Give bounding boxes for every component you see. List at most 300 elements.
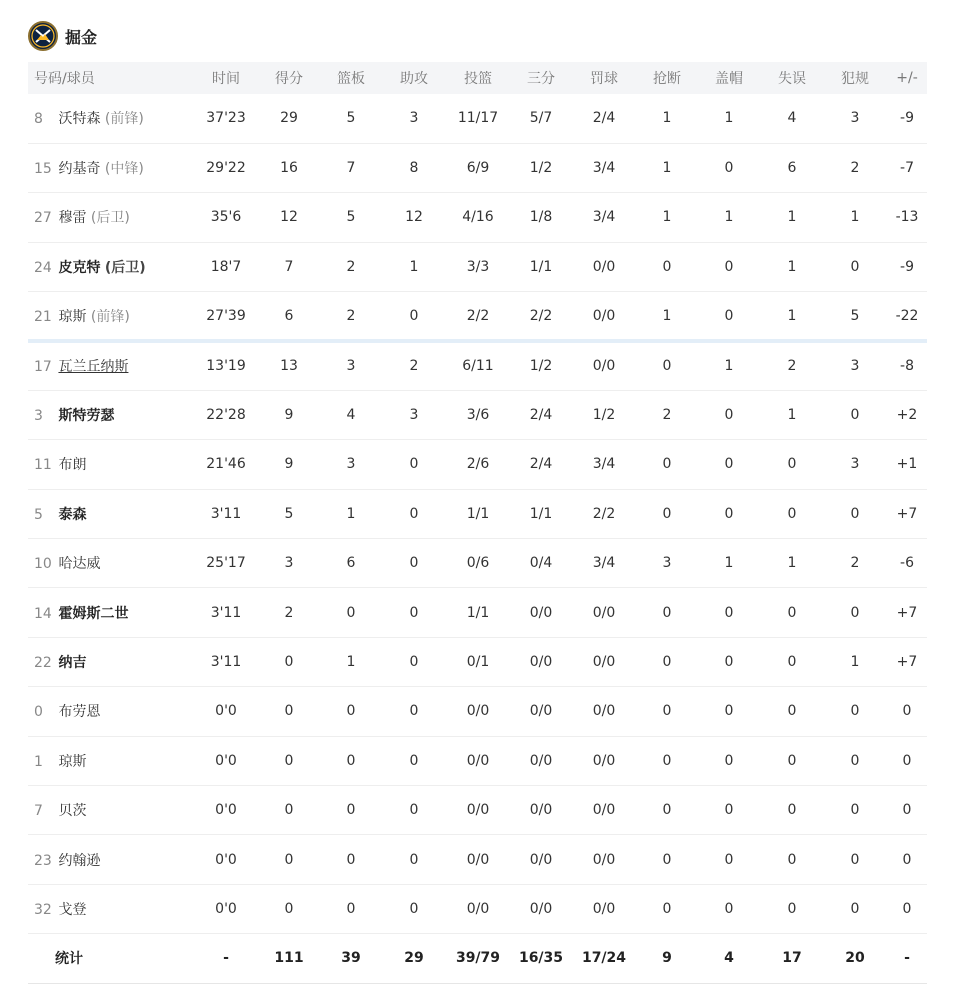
stat-cell: 0 — [902, 851, 912, 868]
stat-cell: 29'22 — [206, 160, 246, 177]
player-name-link[interactable]: 哈达威 — [58, 556, 101, 573]
stat-cell: 0 — [787, 851, 797, 868]
player-name-link[interactable]: 穆雷 — [58, 210, 87, 227]
stat-cell: 2/2 — [529, 307, 553, 324]
stat-cell: 0 — [850, 752, 860, 769]
stat-cell: 0 — [662, 900, 672, 917]
player-row[interactable] — [28, 687, 927, 736]
total-stat-cell: 29 — [404, 950, 424, 967]
stat-cell: 2 — [850, 160, 860, 177]
stat-cell: 1 — [662, 209, 672, 226]
stat-cell: 0 — [284, 802, 294, 819]
stat-cell: 0/0 — [592, 307, 616, 324]
total-stat-cell: 20 — [845, 950, 865, 967]
stat-cell: +2 — [896, 407, 918, 424]
player-name-link[interactable]: 沃特森 — [58, 111, 101, 128]
player-row[interactable] — [28, 440, 927, 489]
stat-cell: 0/0 — [592, 851, 616, 868]
stat-cell: 13'19 — [206, 358, 246, 375]
stat-cell: 0'0 — [215, 802, 237, 819]
stat-cell: 0 — [662, 505, 672, 522]
stat-cell: 9 — [284, 456, 294, 473]
stat-cell: 21'46 — [206, 456, 246, 473]
player-name-link[interactable]: 布朗 — [58, 457, 87, 474]
stat-cell: 0 — [284, 703, 294, 720]
box-score-table-container — [28, 62, 927, 984]
stat-cell: 2 — [787, 358, 797, 375]
total-stat-cell: - — [223, 950, 229, 967]
stat-cell: 0'0 — [215, 752, 237, 769]
stat-cell: 2/4 — [529, 456, 553, 473]
player-cell — [28, 440, 193, 489]
player-cell — [28, 390, 193, 439]
total-stat-cell: 39 — [341, 950, 361, 967]
player-number: 23 — [34, 852, 52, 869]
stat-cell: 0 — [850, 802, 860, 819]
stat-cell: 3/4 — [592, 555, 616, 572]
stat-cell: 5 — [850, 307, 860, 324]
stat-cell: 0/0 — [592, 358, 616, 375]
stat-cell: 2 — [284, 604, 294, 621]
stat-cell: 1 — [724, 110, 734, 127]
player-name-link[interactable]: 琼斯 — [58, 753, 87, 770]
total-stat-cell: 17 — [782, 950, 802, 967]
stat-cell: 3 — [662, 555, 672, 572]
stat-cell: 1 — [346, 505, 356, 522]
stat-cell: 1 — [787, 307, 797, 324]
stat-cell: 0 — [724, 505, 734, 522]
stat-cell: 2 — [850, 555, 860, 572]
stat-cell: 0 — [346, 851, 356, 868]
stat-cell: 3/4 — [592, 209, 616, 226]
total-stat-cell: - — [904, 950, 910, 967]
stat-cell: 0/0 — [529, 604, 553, 621]
player-number: 27 — [34, 210, 52, 227]
stat-cell: 0/0 — [529, 851, 553, 868]
stat-cell: 0 — [902, 703, 912, 720]
player-cell — [28, 94, 193, 143]
stat-cell: 1 — [850, 653, 860, 670]
column-header: 三分 — [527, 71, 555, 87]
player-row[interactable] — [28, 341, 927, 390]
player-cell — [28, 489, 193, 538]
player-cell — [28, 193, 193, 242]
table-body — [28, 94, 927, 983]
stat-cell: 0/0 — [466, 900, 490, 917]
player-row[interactable] — [28, 489, 927, 538]
player-row[interactable] — [28, 292, 927, 341]
stat-cell: -13 — [895, 209, 919, 226]
player-cell — [28, 785, 193, 834]
stat-cell: 0 — [662, 802, 672, 819]
total-stat-cell: 39/79 — [455, 950, 501, 967]
stat-cell: 1 — [724, 358, 734, 375]
player-position: (后卫) — [90, 210, 130, 227]
stat-cell: 0 — [902, 752, 912, 769]
player-row[interactable] — [28, 143, 927, 192]
player-name-link[interactable]: 斯特劳瑟 — [58, 408, 115, 425]
player-row[interactable] — [28, 637, 927, 686]
stat-cell: 2/4 — [529, 407, 553, 424]
player-name-link[interactable]: 琼斯 — [58, 308, 87, 325]
player-name-link[interactable]: 纳吉 — [58, 654, 87, 671]
stat-cell: 4 — [787, 110, 797, 127]
stat-cell: 22'28 — [206, 407, 246, 424]
player-row[interactable] — [28, 835, 927, 884]
player-name-link[interactable]: 布劳恩 — [58, 704, 101, 721]
stat-cell: 25'17 — [206, 555, 246, 572]
player-cell — [28, 884, 193, 933]
stat-cell: 0/0 — [592, 802, 616, 819]
player-cell — [28, 736, 193, 785]
stat-cell: 37'23 — [206, 110, 246, 127]
player-cell — [28, 835, 193, 884]
stat-cell: 27'39 — [206, 307, 246, 324]
stat-cell: 0 — [409, 505, 419, 522]
stat-cell: 3 — [850, 456, 860, 473]
player-number: 5 — [34, 506, 43, 523]
stat-cell: 5 — [346, 110, 356, 127]
stat-cell: 0'0 — [215, 900, 237, 917]
column-header: 号码/球员 — [34, 71, 95, 87]
stat-cell: 2/2 — [466, 307, 490, 324]
stat-cell: -7 — [900, 160, 914, 177]
stat-cell: 0 — [787, 653, 797, 670]
player-name-link[interactable]: 贝茨 — [58, 803, 87, 820]
stat-cell: 0 — [284, 752, 294, 769]
stat-cell: 0 — [787, 456, 797, 473]
stat-cell: +7 — [896, 505, 918, 522]
stat-cell: 3 — [346, 456, 356, 473]
stat-cell: 0 — [409, 900, 419, 917]
player-row[interactable] — [28, 785, 927, 834]
stat-cell: 12 — [280, 209, 298, 226]
stat-cell: 0 — [346, 703, 356, 720]
player-number: 17 — [34, 359, 52, 376]
stat-cell: 3 — [850, 110, 860, 127]
stat-cell: 29 — [280, 110, 298, 127]
stat-cell: 2/4 — [592, 110, 616, 127]
player-cell — [28, 687, 193, 736]
stat-cell: 3'11 — [210, 653, 242, 670]
stat-cell: 3/3 — [466, 258, 490, 275]
stat-cell: 8 — [409, 160, 419, 177]
stat-cell: 0 — [850, 505, 860, 522]
stat-cell: 0 — [662, 653, 672, 670]
stat-cell: 1 — [850, 209, 860, 226]
stat-cell: 0 — [724, 160, 734, 177]
stat-cell: 0/0 — [529, 802, 553, 819]
stat-cell: 0/6 — [466, 555, 490, 572]
stat-cell: 1 — [409, 258, 419, 275]
stat-cell: 0'0 — [215, 851, 237, 868]
stat-cell: 0 — [850, 703, 860, 720]
stat-cell: 0 — [787, 900, 797, 917]
stat-cell: 0 — [850, 258, 860, 275]
stat-cell: 1 — [724, 555, 734, 572]
stat-cell: 1/2 — [529, 358, 553, 375]
player-name-link[interactable]: 泰森 — [58, 506, 87, 523]
stat-cell: 0 — [662, 358, 672, 375]
player-name-link[interactable]: 约基奇 — [58, 161, 101, 178]
column-header: 时间 — [212, 71, 240, 87]
stat-cell: 7 — [346, 160, 356, 177]
stat-cell: 6/9 — [466, 160, 490, 177]
stat-cell: 4/16 — [462, 209, 494, 226]
stat-cell: 0 — [724, 703, 734, 720]
player-name-link[interactable]: 戈登 — [58, 901, 87, 918]
stat-cell: 0 — [662, 851, 672, 868]
stat-cell: 0 — [409, 802, 419, 819]
stat-cell: 0 — [724, 752, 734, 769]
column-header: 投篮 — [464, 71, 492, 87]
player-number: 15 — [34, 161, 52, 178]
stat-cell: 1 — [787, 209, 797, 226]
player-row[interactable] — [28, 193, 927, 242]
stat-cell: 12 — [405, 209, 423, 226]
stat-cell: 0 — [724, 900, 734, 917]
player-row[interactable] — [28, 588, 927, 637]
stat-cell: 0 — [284, 653, 294, 670]
player-cell — [28, 292, 193, 341]
total-stat-cell: 17/24 — [581, 950, 627, 967]
stat-cell: 3 — [346, 358, 356, 375]
stat-cell: 3 — [409, 407, 419, 424]
stat-cell: 1 — [346, 653, 356, 670]
total-stat-cell: 16/35 — [518, 950, 564, 967]
stat-cell: 1/1 — [529, 258, 553, 275]
player-position: (后卫) — [104, 259, 146, 276]
stat-cell: 18'7 — [210, 258, 242, 275]
stat-cell: 0/0 — [592, 752, 616, 769]
stat-cell: 3 — [850, 358, 860, 375]
column-header: 盖帽 — [715, 71, 743, 87]
stat-cell: 5 — [284, 505, 294, 522]
player-name-link[interactable]: 霍姆斯二世 — [58, 605, 129, 622]
column-header: +/- — [896, 70, 918, 86]
player-row[interactable] — [28, 390, 927, 439]
player-number: 11 — [34, 457, 52, 474]
column-header: 罚球 — [590, 71, 618, 87]
total-stat-cell: 111 — [274, 950, 304, 967]
stat-cell: 0/0 — [592, 604, 616, 621]
player-number: 0 — [34, 704, 43, 721]
stat-cell: 6 — [346, 555, 356, 572]
column-header: 篮板 — [337, 71, 365, 87]
stat-cell: 0 — [787, 604, 797, 621]
column-header: 得分 — [275, 71, 303, 87]
stat-cell: 0/0 — [592, 258, 616, 275]
stat-cell: 13 — [280, 358, 298, 375]
stat-cell: 0/0 — [466, 752, 490, 769]
stat-cell: 6/11 — [462, 358, 494, 375]
stat-cell: 3 — [284, 555, 294, 572]
stat-cell: 0 — [409, 703, 419, 720]
stat-cell: 0 — [409, 752, 419, 769]
stat-cell: 0 — [662, 456, 672, 473]
stat-cell: 2 — [346, 307, 356, 324]
stat-cell: 0 — [409, 604, 419, 621]
box-score-table — [28, 62, 927, 984]
player-row[interactable] — [28, 884, 927, 933]
stat-cell: 1 — [662, 307, 672, 324]
player-position: (前锋) — [104, 111, 144, 128]
player-row[interactable] — [28, 94, 927, 143]
stat-cell: 1 — [787, 258, 797, 275]
stat-cell: 2 — [662, 407, 672, 424]
stat-cell: 1 — [724, 209, 734, 226]
total-stat-cell: 4 — [724, 950, 734, 967]
totals-row — [28, 934, 927, 983]
column-header: 助攻 — [400, 71, 428, 87]
stat-cell: 1 — [662, 110, 672, 127]
stat-cell: 0 — [724, 653, 734, 670]
stat-cell: 0 — [902, 900, 912, 917]
stat-cell: 16 — [280, 160, 298, 177]
stat-cell: 35'6 — [210, 209, 242, 226]
stat-cell: +7 — [896, 604, 918, 621]
team-name: 掘金 — [65, 27, 98, 47]
player-number: 3 — [34, 408, 43, 425]
stat-cell: 0 — [724, 851, 734, 868]
stat-cell: 3/6 — [466, 407, 490, 424]
stat-cell: 3'11 — [210, 505, 242, 522]
stat-cell: 1 — [662, 160, 672, 177]
stat-cell: 0 — [724, 307, 734, 324]
player-number: 1 — [34, 753, 43, 770]
stat-cell: 0 — [409, 456, 419, 473]
player-position: (中锋) — [104, 161, 144, 178]
stat-cell: 0/0 — [592, 900, 616, 917]
stat-cell: +1 — [896, 456, 918, 473]
totals-label: 统计 — [55, 951, 83, 968]
nuggets-logo-icon — [28, 21, 58, 51]
player-number: 22 — [34, 654, 52, 671]
table-header-row — [28, 62, 927, 94]
stat-cell: -9 — [900, 110, 914, 127]
player-number: 7 — [34, 803, 43, 820]
stat-cell: 7 — [284, 258, 294, 275]
stat-cell: 0/0 — [529, 900, 553, 917]
player-number: 24 — [34, 259, 52, 276]
stat-cell: 0 — [662, 258, 672, 275]
stat-cell: 0 — [787, 752, 797, 769]
player-name-link[interactable]: 皮克特 — [58, 259, 101, 276]
stat-cell: 5/7 — [529, 110, 553, 127]
player-cell — [28, 588, 193, 637]
stat-cell: 0 — [284, 900, 294, 917]
stat-cell: -6 — [900, 555, 914, 572]
stat-cell: 0 — [346, 752, 356, 769]
player-cell — [28, 341, 193, 390]
stat-cell: 0 — [724, 802, 734, 819]
stat-cell: 1/1 — [466, 505, 490, 522]
stat-cell: 6 — [284, 307, 294, 324]
stat-cell: 0/4 — [529, 555, 553, 572]
column-header: 失误 — [778, 71, 806, 87]
stat-cell: 0 — [724, 407, 734, 424]
stat-cell: 3'11 — [210, 604, 242, 621]
stat-cell: 0/0 — [466, 851, 490, 868]
stat-cell: 0/0 — [592, 703, 616, 720]
stat-cell: -22 — [895, 307, 919, 324]
player-position: (前锋) — [90, 308, 130, 325]
stat-cell: 0 — [284, 851, 294, 868]
stat-cell: +7 — [896, 653, 918, 670]
stat-cell: 3 — [409, 110, 419, 127]
stat-cell: 0/0 — [529, 653, 553, 670]
stat-cell: 1/1 — [529, 505, 553, 522]
player-cell — [28, 637, 193, 686]
stat-cell: 9 — [284, 407, 294, 424]
stat-cell: -9 — [900, 258, 914, 275]
stat-cell: 0 — [850, 851, 860, 868]
stat-cell: 1/8 — [529, 209, 553, 226]
column-header: 抢断 — [653, 71, 681, 87]
stat-cell: 0 — [409, 851, 419, 868]
stat-cell: 0 — [409, 555, 419, 572]
stat-cell: 0 — [850, 604, 860, 621]
player-number: 32 — [34, 901, 52, 918]
stat-cell: 0 — [787, 802, 797, 819]
stat-cell: 0 — [346, 604, 356, 621]
stat-cell: 2 — [409, 358, 419, 375]
stat-cell: 0'0 — [215, 703, 237, 720]
stat-cell: 0 — [787, 703, 797, 720]
player-name-link[interactable]: 瓦兰丘纳斯 — [58, 359, 129, 376]
column-header: 犯规 — [841, 71, 869, 87]
stat-cell: 0 — [850, 407, 860, 424]
stat-cell: 0 — [902, 802, 912, 819]
player-row[interactable] — [28, 539, 927, 588]
stat-cell: 6 — [787, 160, 797, 177]
stat-cell: 0 — [662, 752, 672, 769]
stat-cell: 0 — [346, 802, 356, 819]
stat-cell: 0 — [409, 653, 419, 670]
stat-cell: 1/2 — [529, 160, 553, 177]
player-number: 14 — [34, 605, 52, 622]
stat-cell: 1/1 — [466, 604, 490, 621]
stat-cell: 2/2 — [592, 505, 616, 522]
stat-cell: 0/1 — [466, 653, 490, 670]
team-header — [28, 20, 97, 52]
stat-cell: 0/0 — [466, 703, 490, 720]
player-row[interactable] — [28, 736, 927, 785]
player-row[interactable] — [28, 242, 927, 291]
player-name-link[interactable]: 约翰逊 — [58, 852, 101, 869]
stat-cell: 2/6 — [466, 456, 490, 473]
stat-cell: 0 — [850, 900, 860, 917]
player-cell — [28, 242, 193, 291]
stat-cell: 0 — [787, 505, 797, 522]
stat-cell: 2 — [346, 258, 356, 275]
stat-cell: 1 — [787, 555, 797, 572]
player-cell — [28, 143, 193, 192]
stat-cell: 0 — [724, 258, 734, 275]
player-cell — [28, 539, 193, 588]
stat-cell: 1 — [787, 407, 797, 424]
stat-cell: 0/0 — [529, 703, 553, 720]
player-number: 21 — [34, 308, 52, 325]
stat-cell: 0 — [724, 604, 734, 621]
player-number: 8 — [34, 111, 43, 128]
stat-cell: 3/4 — [592, 160, 616, 177]
stat-cell: 0/0 — [592, 653, 616, 670]
stat-cell: 5 — [346, 209, 356, 226]
stat-cell: 11/17 — [457, 110, 499, 127]
total-stat-cell: 9 — [662, 950, 672, 967]
stat-cell: 0 — [662, 604, 672, 621]
